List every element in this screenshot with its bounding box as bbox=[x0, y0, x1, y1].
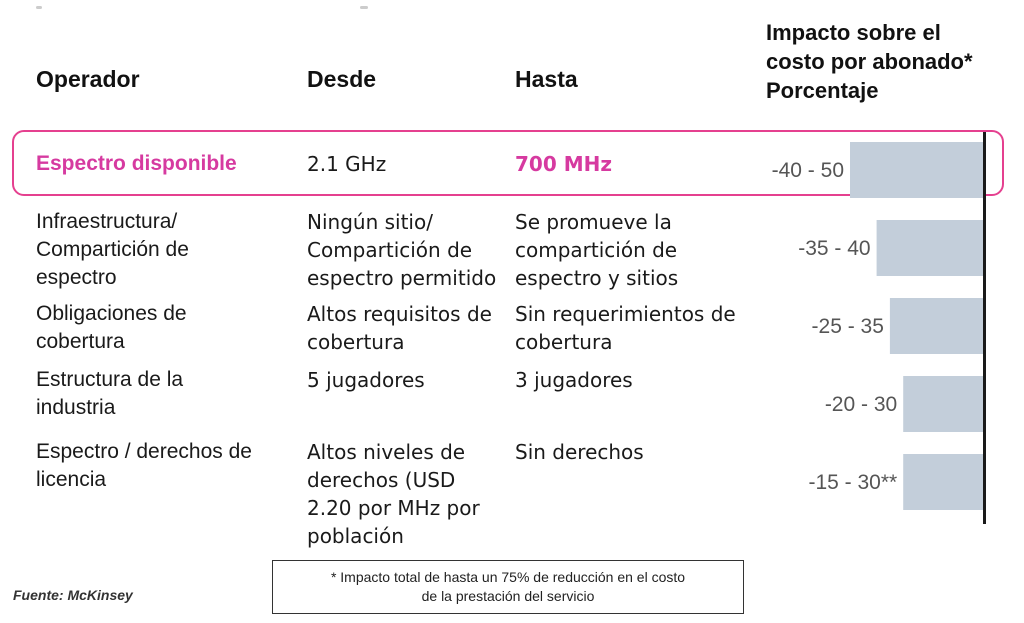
footnote-box bbox=[272, 560, 744, 614]
row-factor-line: Espectro / derechos de bbox=[36, 440, 252, 463]
row-to bbox=[515, 150, 612, 178]
row-to-line: Sin requerimientos de bbox=[515, 302, 736, 326]
row-factor bbox=[36, 300, 187, 356]
row-from bbox=[307, 150, 386, 178]
row-to bbox=[515, 300, 736, 356]
impact-bar bbox=[850, 142, 983, 198]
row-to-line: Se promueve la bbox=[515, 210, 672, 234]
row-from-line: 2.20 por MHz por bbox=[307, 496, 480, 520]
row-to-line: 3 jugadores bbox=[515, 368, 633, 392]
row-factor-line: Compartición de bbox=[36, 238, 189, 261]
row-to bbox=[515, 438, 644, 466]
row-factor bbox=[36, 438, 252, 494]
row-to-line: Sin derechos bbox=[515, 440, 644, 464]
row-factor-line: Obligaciones de bbox=[36, 302, 187, 325]
row-to-line: compartición de bbox=[515, 238, 678, 262]
impact-bar-label: -35 - 40 bbox=[798, 237, 871, 260]
row-to-line: espectro y sitios bbox=[515, 266, 679, 290]
row-factor-line: espectro bbox=[36, 266, 117, 289]
row-from bbox=[307, 366, 425, 394]
row-from-line: Ningún sitio/ bbox=[307, 210, 433, 234]
row-from-line: espectro permitido bbox=[307, 266, 497, 290]
row-factor-line: Infraestructura/ bbox=[36, 210, 178, 233]
header-impact-line-3: Porcentaje bbox=[766, 78, 879, 103]
row-factor bbox=[36, 150, 237, 178]
footnote-line-2: de la prestación del servicio bbox=[421, 588, 595, 604]
header-impact-line-1: Impacto sobre el bbox=[766, 20, 941, 45]
row-from bbox=[307, 300, 492, 356]
row-to bbox=[515, 366, 633, 394]
row-from bbox=[307, 208, 496, 292]
row-from bbox=[307, 438, 480, 550]
header-to: Hasta bbox=[515, 66, 578, 92]
row-factor-line: licencia bbox=[36, 468, 107, 491]
decorative-mark-right bbox=[360, 6, 368, 9]
row-factor-line: Estructura de la bbox=[36, 368, 184, 391]
impact-bar-label: -15 - 30** bbox=[808, 471, 898, 494]
row-from-line: Compartición de bbox=[307, 238, 473, 262]
row-from-line: Altos requisitos de bbox=[307, 302, 492, 326]
impact-bar bbox=[890, 298, 983, 354]
row-factor-line: Espectro disponible bbox=[36, 152, 237, 175]
row-from-line: derechos (USD bbox=[307, 468, 456, 492]
footnote-line-1: * Impacto total de hasta un 75% de reducción en el costo bbox=[330, 569, 686, 585]
row-factor-line: industria bbox=[36, 396, 116, 419]
row-from-line: cobertura bbox=[307, 330, 405, 354]
row-from-line: 2.1 GHz bbox=[307, 152, 387, 176]
header-impact-line-2: costo por abonado* bbox=[766, 49, 973, 74]
row-to-line: 700 MHz bbox=[515, 152, 612, 176]
header-impact bbox=[766, 18, 1021, 105]
row-to bbox=[515, 208, 678, 292]
row-factor bbox=[36, 208, 189, 292]
row-from-line: 5 jugadores bbox=[307, 368, 425, 392]
impact-bar-label: -40 - 50 bbox=[771, 159, 844, 182]
impact-bar bbox=[903, 376, 983, 432]
impact-bar bbox=[877, 220, 983, 276]
row-factor-line: cobertura bbox=[36, 330, 125, 353]
impact-bar bbox=[903, 454, 983, 510]
impact-bar-label: -25 - 35 bbox=[811, 315, 884, 338]
decorative-mark-left bbox=[36, 6, 42, 9]
row-factor bbox=[36, 366, 183, 422]
row-from-line: población bbox=[307, 524, 404, 548]
row-from-line: Altos niveles de bbox=[307, 440, 466, 464]
source-note: Fuente: McKinsey bbox=[13, 587, 133, 603]
header-from: Desde bbox=[307, 66, 377, 92]
header-operator: Operador bbox=[36, 66, 140, 92]
row-to-line: cobertura bbox=[515, 330, 613, 354]
impact-bar-label: -20 - 30 bbox=[824, 393, 898, 416]
impact-bar-chart bbox=[750, 130, 1020, 530]
